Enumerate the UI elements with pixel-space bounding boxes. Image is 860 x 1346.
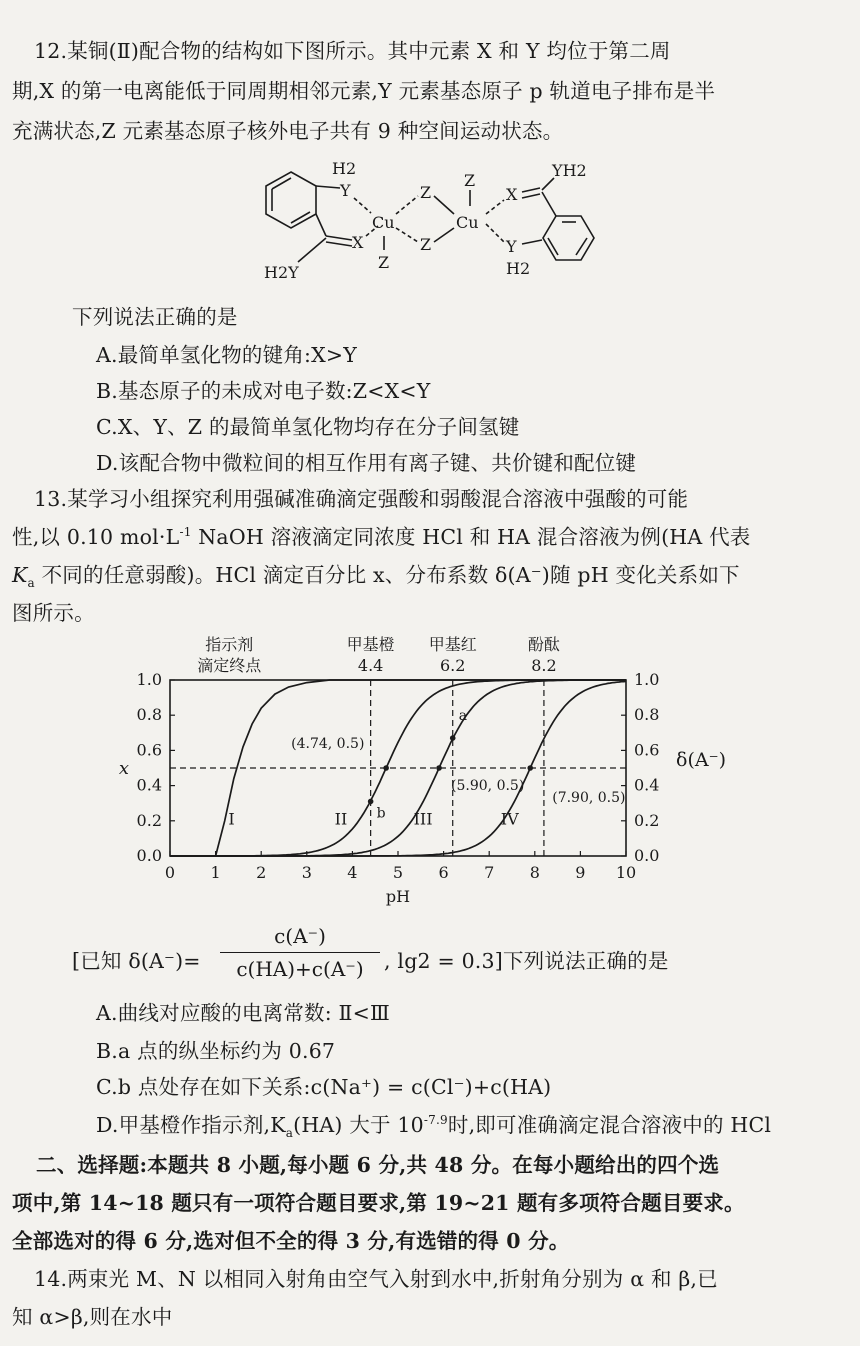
q13-fraction [216, 922, 384, 983]
label-z-bridge-bottom: Z [420, 235, 432, 254]
fraction-bar [220, 952, 380, 953]
x-tick-label: 7 [484, 863, 495, 882]
curve-label-III: III [413, 809, 433, 829]
x-tick-label: 1 [210, 863, 221, 882]
curve-III [170, 680, 626, 856]
y-axis-label-left: x [118, 758, 130, 779]
copper-complex-structure [236, 158, 636, 308]
label-z-top-right: Z [464, 171, 476, 190]
indicator-header-1: 指示剂 [205, 635, 254, 654]
plot-frame [170, 680, 626, 856]
point-label: (4.74, 0.5) [291, 736, 365, 752]
data-point [436, 765, 442, 771]
y-tick-label-right: 0.0 [634, 846, 660, 865]
q12-option-c: C.X、Y、Z 的最简单氢化物均存在分子间氢键 [96, 415, 520, 439]
label-h2y-left: H2Y [264, 263, 299, 282]
indicator-value: 6.2 [439, 656, 466, 675]
point-label: (7.90, 0.5) [552, 790, 626, 806]
x-tick-label: 3 [301, 863, 312, 882]
curve-IV [170, 681, 626, 856]
section2-line-3: 全部选对的得 6 分,选对但不全的得 3 分,有选错的得 0 分。 [12, 1229, 570, 1253]
label-z-bridge-top: Z [420, 183, 432, 202]
x-tick-label: 5 [392, 863, 404, 882]
label-z-bottom-left: Z [378, 253, 390, 272]
data-point [450, 735, 456, 741]
x-tick-label: 9 [575, 863, 586, 882]
data-point [527, 765, 533, 771]
y-tick-label-left: 0.0 [136, 846, 162, 865]
y-tick-label-right: 1.0 [634, 670, 660, 689]
q13-line-4: 图所示。 [12, 601, 95, 625]
indicator-name: 酚酞 [527, 635, 560, 654]
q12-option-a: A.最简单氢化物的键角:X>Y [96, 343, 358, 367]
q13-line-3: $K_a$ 不同的任意弱酸)。HCl 滴定百分比 x、分布系数 δ(A⁻)随 pH 变化关系如下 [12, 563, 740, 591]
x-axis-label: pH [385, 887, 411, 906]
q14-line-2: 知 α>β,则在水中 [12, 1305, 173, 1329]
label-cu-right: Cu [456, 213, 479, 232]
y-tick-label-left: 1.0 [136, 670, 162, 689]
point-label: b [376, 805, 386, 822]
point-label: (5.90, 0.5) [451, 778, 525, 794]
q13-known-suffix: , lg2 = 0.3]下列说法正确的是 [384, 949, 669, 973]
q12-option-b: B.基态原子的未成对电子数:Z<X<Y [96, 379, 431, 403]
y-tick-label-right: 0.6 [634, 740, 660, 760]
y-tick-label-left: 0.2 [136, 810, 162, 830]
curve-label-IV: IV [500, 809, 519, 829]
curve-label-II: II [334, 809, 348, 829]
section2-line-1: 二、选择题:本题共 8 小题,每小题 6 分,共 48 分。在每小题给出的四个选 [36, 1153, 720, 1177]
fraction-denominator: c(HA)+c(A⁻) [236, 957, 364, 981]
fraction-numerator: c(A⁻) [274, 924, 326, 948]
data-point [368, 799, 374, 805]
indicator-header-2: 滴定终点 [197, 656, 262, 675]
q12-line-3: 充满状态,Z 元素基态原子核外电子共有 9 种空间运动状态。 [12, 119, 564, 143]
left-benzene-ring [266, 172, 316, 228]
label-x-left: X [352, 233, 364, 252]
label-x-right: X [506, 185, 518, 204]
indicator-value: 4.4 [357, 656, 384, 675]
label-h2-bottom-right: H2 [506, 259, 531, 278]
data-point [383, 765, 389, 771]
curve-label-I: I [228, 809, 235, 829]
q13-line-2: 性,以 0.10 $mol\cdot L^{-1}$ NaOH 溶液滴定同浓度 HCl 和 HA 混合溶液为例(HA 代表 [12, 525, 751, 549]
q12-stem: 下列说法正确的是 [72, 305, 238, 329]
y-tick-label-left: 0.8 [136, 705, 162, 725]
section2-line-2: 项中,第 14~18 题只有一项符合题目要求,第 19~21 题有多项符合题目要求。 [12, 1191, 745, 1215]
q13-option-a: A.曲线对应酸的电离常数: Ⅱ<Ⅲ [96, 1001, 391, 1025]
x-tick-label: 8 [529, 863, 540, 882]
indicator-name: 甲基红 [428, 635, 477, 654]
q13-option-d: D.甲基橙作指示剂$,K_a(HA)$ 大于 $10^{-7.9}$时,即可准确滴定混合溶液中的 HCl [96, 1113, 772, 1141]
q13-option-b: B.a 点的纵坐标约为 0.67 [96, 1039, 336, 1063]
q12-line-2: 期,X 的第一电离能低于同周期相邻元素,Y 元素基态原子 p 轨道电子排布是半 [12, 79, 716, 103]
q14-line-1: 14.两束光 M、N 以相同入射角由空气入射到水中,折射角分别为 α 和 β,已 [34, 1267, 718, 1291]
x-tick-label: 2 [256, 863, 267, 882]
titration-chart [0, 632, 860, 922]
label-cu-left: Cu [372, 213, 395, 232]
q12-option-d: D.该配合物中微粒间的相互作用有离子键、共价键和配位键 [96, 451, 637, 475]
curve-II [170, 680, 626, 856]
x-tick-label: 6 [438, 863, 449, 882]
q13-line-1: 13.某学习小组探究利用强碱准确滴定强酸和弱酸混合溶液中强酸的可能 [34, 487, 689, 511]
label-h2-top-left: H2 [332, 159, 357, 178]
label-y-bottom-right: Y [506, 237, 517, 256]
label-yh2-right: YH2 [552, 161, 587, 180]
y-tick-label-left: 0.4 [136, 775, 162, 795]
q12-line-1: 12.某铜(Ⅱ)配合物的结构如下图所示。其中元素 X 和 Y 均位于第二周 [34, 39, 671, 63]
x-tick-label: 10 [615, 863, 637, 882]
x-tick-label: 4 [347, 863, 358, 882]
y-tick-label-right: 0.8 [634, 705, 660, 725]
y-tick-label-right: 0.2 [634, 810, 660, 830]
point-label: a [458, 708, 468, 725]
q13-known-prefix: [已知 δ(A⁻)= [72, 949, 201, 973]
y-tick-label-left: 0.6 [136, 740, 162, 760]
indicator-value: 8.2 [531, 656, 557, 675]
y-axis-label-right: δ(A⁻) [676, 749, 727, 771]
x-tick-label: 0 [164, 863, 176, 882]
q13-option-c: C.b 点处存在如下关系:c(Na⁺) = c(Cl⁻)+c(HA) [96, 1075, 552, 1099]
y-tick-label-right: 0.4 [634, 775, 660, 795]
label-y-top-left: Y [340, 181, 351, 200]
indicator-name: 甲基橙 [346, 635, 395, 654]
